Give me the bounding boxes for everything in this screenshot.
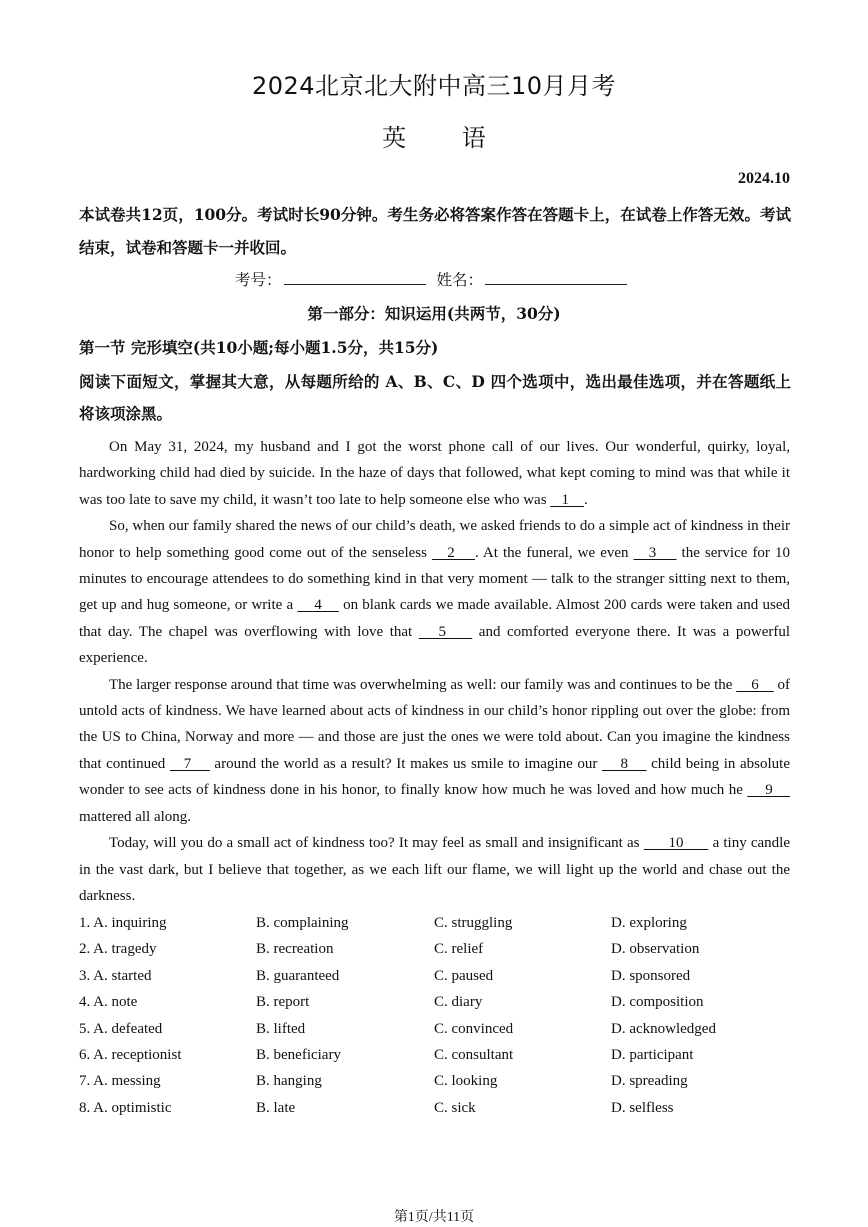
option-c: C. looking <box>434 1073 498 1090</box>
option-c: C. struggling <box>434 915 513 931</box>
passage-paragraph-4 <box>79 830 790 909</box>
option-row <box>79 989 791 1015</box>
passage-text: The larger response around that time was overwhelming as well: our family was and continues to be the <box>109 676 737 693</box>
passage-text: a tiny candle in the vast dark, but I believe that together, as we each lift our flame, we will light up the world and chase out the darkness. <box>79 835 791 904</box>
option-c: C. paused <box>434 967 494 984</box>
option-c: C. relief <box>434 941 484 958</box>
exam-title: 2024北京北大附中高三10月月考 <box>251 72 617 100</box>
option-a: 3. A. started <box>79 967 152 984</box>
option-d: D. spreading <box>611 1073 688 1090</box>
option-c: C. consultant <box>434 1046 514 1063</box>
blank-5: 5 <box>418 623 473 640</box>
exam-number-field[interactable] <box>284 270 426 285</box>
option-row <box>79 910 791 936</box>
option-b: B. late <box>256 1099 296 1116</box>
blank-1: 1 <box>550 491 585 508</box>
passage-text: . At the funeral, we even <box>474 544 634 561</box>
blank-3: 3 <box>633 544 677 561</box>
option-a: 2. A. tragedy <box>79 941 157 958</box>
blank-2: 2 <box>432 544 475 561</box>
blank-8: 8 <box>601 755 647 772</box>
exam-number-label: 考号： <box>235 271 282 289</box>
passage-text: child being in absolute wonder to see acts of kindness done in his honor, to finally know how much he was loved and how much he <box>79 755 790 799</box>
blank-9: 9 <box>747 782 790 799</box>
option-a: 5. A. defeated <box>79 1020 163 1037</box>
blank-10: 10 <box>643 835 709 852</box>
passage-text: on blank cards we made available. Almost 200 cards were taken and used that day. The chapel was overflowing with love that <box>79 597 791 640</box>
option-c: C. sick <box>434 1099 476 1116</box>
option-row <box>79 936 791 962</box>
page-number: 第1页/共11页 <box>393 1210 475 1225</box>
option-c: C. diary <box>434 994 483 1011</box>
option-row <box>79 1042 791 1068</box>
option-d: D. acknowledged <box>611 1020 716 1037</box>
option-a: 8. A. optimistic <box>79 1099 172 1116</box>
exam-date: 2024.10 <box>738 170 790 187</box>
instruction-text: 阅读下面短文，掌握其大意，从每题所给的 A、B、C、D 四个选项中，选出最佳选项，并在答题纸上将该项涂黑。 <box>79 372 791 423</box>
option-b: B. report <box>256 994 310 1011</box>
option-d: D. participant <box>611 1046 694 1063</box>
subject-title: 英 语 <box>382 124 486 152</box>
option-a: 6. A. receptionist <box>79 1046 182 1063</box>
option-row <box>79 1068 791 1094</box>
passage-text: the service for 10 minutes to encourage attendees to do something kind in that very moment — talk to the stranger sitting next to them, get up and hug someone, or write a <box>79 544 790 614</box>
passage-text: around the world as a result? It makes us smile to imagine our <box>209 755 602 772</box>
option-b: B. guaranteed <box>256 967 340 984</box>
option-b: B. recreation <box>256 941 334 958</box>
option-d: D. exploring <box>611 915 687 931</box>
option-b: B. complaining <box>256 915 349 931</box>
cloze-passage <box>79 434 790 909</box>
section-title: 第一节 完形填空(共10小题;每小题1.5分，共15分) <box>79 338 439 357</box>
option-d: D. composition <box>611 994 704 1011</box>
passage-text: So, when our family shared the news of our child’s death, we asked friends to do a simple act of kindness in their honor to help something good come out of the senseless <box>79 518 790 561</box>
option-d: D. selfless <box>611 1099 674 1116</box>
part-title: 第一部分：知识运用(共两节，30分) <box>307 304 561 323</box>
option-d: D. observation <box>611 941 700 958</box>
passage-text: On May 31, 2024, my husband and I got the worst phone call of our lives. Our wonderful, quirky, loyal, hardworking child had died by suicide. In the haze of days that followed, what kept coming to mind was that while it was too late to save my child, it wasn’t too late to help someone else who was <box>79 439 790 508</box>
passage-text: of untold acts of kindness. We have learned about acts of kindness in our child’s honor rippling out over the globe: from the US to China, Norway and more — and those are just the ones we were told about. Can you imagine the kindness that continued <box>79 676 791 772</box>
passage-paragraph-2 <box>79 513 790 671</box>
option-c: C. convinced <box>434 1020 514 1037</box>
name-label: 姓名： <box>436 271 483 289</box>
passage-paragraph-1 <box>79 434 790 513</box>
blank-4: 4 <box>297 597 339 614</box>
passage-text: Today, will you do a small act of kindness too? It may feel as small and insignificant as <box>109 835 644 852</box>
answer-options <box>79 910 791 1121</box>
passage-text: and comforted everyone there. It was a powerful experience. <box>79 623 791 667</box>
candidate-fields <box>0 268 868 290</box>
option-b: B. beneficiary <box>256 1046 341 1063</box>
option-b: B. hanging <box>256 1073 322 1090</box>
option-d: D. sponsored <box>611 967 691 984</box>
option-row <box>79 1095 791 1121</box>
passage-text: mattered all along. <box>79 808 192 825</box>
name-field[interactable] <box>485 270 627 285</box>
option-a: 7. A. messing <box>79 1073 161 1090</box>
option-row <box>79 963 791 989</box>
option-b: B. lifted <box>256 1020 306 1037</box>
option-a: 1. A. inquiring <box>79 915 167 931</box>
option-a: 4. A. note <box>79 994 138 1011</box>
blank-6: 6 <box>736 676 774 693</box>
option-row <box>79 1016 791 1042</box>
passage-text: . <box>584 491 588 508</box>
passage-paragraph-3 <box>79 672 790 830</box>
exam-notice: 本试卷共12页，100分。考试时长90分钟。考生务必将答案作答在答题卡上，在试卷上作答无效。考试结束，试卷和答题卡一并收回。 <box>79 205 791 257</box>
blank-7: 7 <box>169 755 210 772</box>
